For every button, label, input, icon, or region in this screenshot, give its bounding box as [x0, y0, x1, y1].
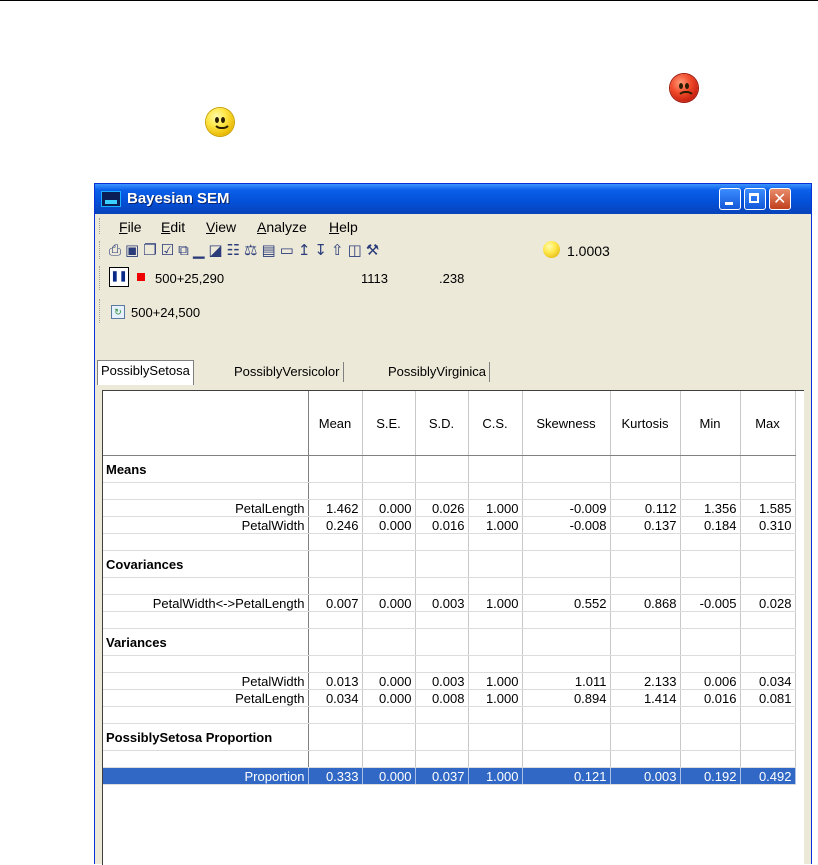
empty-cell: [740, 551, 795, 578]
empty-cell: [415, 724, 468, 751]
menu-bar: [95, 214, 811, 238]
value-cell: 0.000: [362, 690, 415, 707]
menu-grip: [99, 218, 103, 234]
column-header[interactable]: Mean: [308, 391, 362, 456]
column-header[interactable]: Skewness: [522, 391, 610, 456]
empty-cell: [740, 534, 795, 551]
empty-cell: [308, 612, 362, 629]
value-cell: 0.310: [740, 517, 795, 534]
close-icon: ✕: [773, 189, 787, 208]
print-icon[interactable]: ⎙: [109, 241, 126, 259]
empty-cell: [308, 551, 362, 578]
decrease-decimals-icon[interactable]: ↧: [314, 241, 331, 259]
value-cell: -0.009: [522, 500, 610, 517]
table-header-row: [103, 391, 795, 456]
table-row[interactable]: [103, 673, 795, 690]
empty-cell: [522, 707, 610, 724]
section-label: Covariances: [103, 551, 308, 578]
section-label: Variances: [103, 629, 308, 656]
value-cell: 0.026: [415, 500, 468, 517]
empty-cell: [740, 656, 795, 673]
value-cell: 0.000: [362, 500, 415, 517]
empty-cell: [362, 629, 415, 656]
empty-cell: [680, 578, 740, 595]
blank-cell: [103, 612, 308, 629]
empty-cell: [468, 629, 522, 656]
blank-cell: [103, 707, 308, 724]
empty-cell: [740, 707, 795, 724]
empty-cell: [610, 629, 680, 656]
copy-icon[interactable]: ❐: [143, 241, 161, 259]
empty-cell: [610, 751, 680, 768]
value-cell: 1.000: [468, 768, 522, 785]
acceptance-count: 1113: [361, 271, 388, 286]
empty-cell: [308, 724, 362, 751]
value-cell: 0.034: [740, 673, 795, 690]
tab-strip: [97, 360, 809, 384]
minimize-button[interactable]: [719, 188, 741, 210]
value-cell: 1.585: [740, 500, 795, 517]
empty-cell: [468, 656, 522, 673]
bayesian-sem-window: [94, 183, 812, 864]
row-label: PetalWidth: [103, 673, 308, 690]
row-label: PetalWidth<->PetalLength: [103, 595, 308, 612]
value-cell: 0.137: [610, 517, 680, 534]
column-header[interactable]: Max: [740, 391, 795, 456]
value-cell: 2.133: [610, 673, 680, 690]
window-title: Bayesian SEM: [127, 190, 230, 207]
blank-row[interactable]: [103, 483, 795, 500]
empty-cell: [415, 551, 468, 578]
value-cell: 0.003: [415, 595, 468, 612]
value-cell: 0.184: [680, 517, 740, 534]
blank-cell: [103, 578, 308, 595]
empty-cell: [415, 629, 468, 656]
value-cell: 1.000: [468, 673, 522, 690]
empty-cell: [362, 656, 415, 673]
empty-cell: [308, 751, 362, 768]
value-cell: 0.246: [308, 517, 362, 534]
value-cell: 1.000: [468, 690, 522, 707]
value-cell: 0.081: [740, 690, 795, 707]
increase-decimals-icon[interactable]: ↥: [297, 241, 315, 259]
empty-cell: [362, 724, 415, 751]
samples-count: 500+25,290: [155, 271, 225, 286]
value-cell: 0.016: [680, 690, 740, 707]
empty-cell: [610, 707, 680, 724]
section-row[interactable]: [103, 724, 795, 751]
run-status-bar: [95, 262, 811, 296]
empty-cell: [362, 751, 415, 768]
empty-cell: [362, 534, 415, 551]
blank-row[interactable]: [103, 707, 795, 724]
value-cell: 0.121: [522, 768, 610, 785]
empty-cell: [362, 551, 415, 578]
empty-cell: [522, 751, 610, 768]
value-cell: 0.016: [415, 517, 468, 534]
options-icon[interactable]: ☑: [160, 241, 179, 259]
iteration-bar: [95, 296, 811, 326]
blank-row[interactable]: [103, 534, 795, 551]
empty-cell: [308, 578, 362, 595]
value-cell: 0.007: [308, 595, 362, 612]
stop-button[interactable]: [137, 273, 145, 281]
table-icon[interactable]: ▤: [261, 241, 280, 259]
table-row[interactable]: [103, 595, 795, 612]
empty-cell: [680, 751, 740, 768]
empty-cell: [308, 707, 362, 724]
value-cell: 0.894: [522, 690, 610, 707]
value-cell: 0.333: [308, 768, 362, 785]
iter-grip: [99, 299, 103, 323]
toolbar: [95, 238, 811, 262]
column-header[interactable]: Min: [680, 391, 740, 456]
menu-analyze[interactable]: Analyze: [257, 219, 307, 235]
column-header[interactable]: Kurtosis: [610, 391, 680, 456]
empty-cell: [308, 456, 362, 483]
blank-row[interactable]: [103, 656, 795, 673]
empty-cell: [468, 483, 522, 500]
empty-cell: [468, 707, 522, 724]
table-row[interactable]: [103, 690, 795, 707]
convergence-statistic: 1.0003: [567, 243, 610, 259]
empty-cell: [362, 612, 415, 629]
empty-cell: [610, 551, 680, 578]
empty-cell: [415, 483, 468, 500]
print-preview-icon[interactable]: ▣: [125, 241, 144, 259]
empty-cell: [308, 629, 362, 656]
value-cell: 0.008: [415, 690, 468, 707]
empty-cell: [740, 612, 795, 629]
empty-cell: [522, 534, 610, 551]
row-label: PetalWidth: [103, 517, 308, 534]
empty-cell: [308, 656, 362, 673]
empty-cell: [522, 456, 610, 483]
empty-cell: [362, 578, 415, 595]
up-arrow-icon[interactable]: ⇧: [331, 241, 348, 259]
empty-cell: [740, 456, 795, 483]
value-cell: 0.112: [610, 500, 680, 517]
empty-cell: [468, 724, 522, 751]
refresh-icon[interactable]: ↻: [111, 305, 125, 319]
results-table: [103, 391, 796, 785]
section-row[interactable]: [103, 551, 795, 578]
sad-face-icon: [670, 74, 698, 102]
happy-face-icon: [206, 108, 234, 136]
blank-cell: [103, 483, 308, 500]
column-header[interactable]: S.E.: [362, 391, 415, 456]
value-cell: 1.462: [308, 500, 362, 517]
value-cell: 1.011: [522, 673, 610, 690]
toolbar-grip: [99, 241, 103, 259]
empty-cell: [468, 534, 522, 551]
app-icon: [101, 191, 121, 207]
empty-cell: [415, 456, 468, 483]
empty-cell: [680, 656, 740, 673]
value-cell: -0.008: [522, 517, 610, 534]
empty-cell: [522, 612, 610, 629]
row-label: PetalLength: [103, 690, 308, 707]
empty-cell: [522, 551, 610, 578]
value-cell: 0.013: [308, 673, 362, 690]
empty-cell: [522, 578, 610, 595]
empty-cell: [468, 456, 522, 483]
close-button[interactable]: [769, 188, 791, 210]
value-cell: 1.414: [610, 690, 680, 707]
section-row[interactable]: [103, 629, 795, 656]
empty-cell: [362, 707, 415, 724]
tab-possibly-setosa[interactable]: PossiblySetosa: [97, 360, 194, 385]
wrench-icon[interactable]: ⚒: [365, 241, 384, 259]
empty-cell: [522, 483, 610, 500]
blank-row[interactable]: [103, 578, 795, 595]
results-grid[interactable]: [102, 390, 804, 865]
value-cell: 1.000: [468, 517, 522, 534]
view-icon[interactable]: ▭: [279, 241, 298, 259]
blank-cell: [103, 656, 308, 673]
blank-cell: [103, 534, 308, 551]
empty-cell: [740, 483, 795, 500]
value-cell: 0.000: [362, 768, 415, 785]
value-cell: -0.005: [680, 595, 740, 612]
empty-cell: [468, 751, 522, 768]
menu-view[interactable]: View: [206, 219, 237, 235]
empty-cell: [308, 534, 362, 551]
value-cell: 0.552: [522, 595, 610, 612]
section-label: Means: [103, 456, 308, 483]
empty-cell: [308, 483, 362, 500]
empty-cell: [610, 656, 680, 673]
toolbar-icons[interactable]: [109, 241, 383, 259]
column-header[interactable]: S.D.: [415, 391, 468, 456]
empty-cell: [522, 629, 610, 656]
empty-cell: [468, 551, 522, 578]
value-cell: 0.028: [740, 595, 795, 612]
blank-row[interactable]: [103, 612, 795, 629]
row-label: PetalLength: [103, 500, 308, 517]
selected-table-row[interactable]: [103, 768, 795, 785]
value-cell: 0.037: [415, 768, 468, 785]
empty-cell: [362, 456, 415, 483]
iteration-count: 500+24,500: [131, 305, 201, 320]
value-cell: 1.000: [468, 595, 522, 612]
empty-cell: [610, 612, 680, 629]
empty-cell: [680, 551, 740, 578]
value-cell: 0.868: [610, 595, 680, 612]
column-header[interactable]: C.S.: [468, 391, 522, 456]
empty-cell: [415, 612, 468, 629]
balance-icon[interactable]: ⚖: [244, 241, 262, 259]
trace-icon[interactable]: ☷: [226, 241, 245, 259]
empty-cell: [468, 578, 522, 595]
empty-cell: [610, 724, 680, 751]
value-cell: 0.000: [362, 595, 415, 612]
empty-cell: [680, 629, 740, 656]
empty-cell: [610, 534, 680, 551]
section-row[interactable]: [103, 456, 795, 483]
pause-button[interactable]: ❚❚: [109, 267, 129, 287]
table-row[interactable]: [103, 517, 795, 534]
posterior-icon[interactable]: ▁: [192, 241, 209, 259]
section-label: PossiblySetosa Proportion: [103, 724, 308, 751]
value-cell: 0.192: [680, 768, 740, 785]
autocorrelation-icon[interactable]: ◪: [208, 241, 227, 259]
empty-cell: [522, 656, 610, 673]
blank-row[interactable]: [103, 751, 795, 768]
empty-cell: [680, 534, 740, 551]
menu-help[interactable]: Help: [329, 219, 358, 235]
acceptance-rate: .238: [439, 271, 465, 286]
page-top-rule: [0, 0, 818, 1]
empty-cell: [468, 612, 522, 629]
tab-possibly-virginica[interactable]: PossiblyVirginica: [385, 362, 490, 382]
empty-cell: [415, 751, 468, 768]
maximize-button[interactable]: [744, 188, 766, 210]
value-cell: 0.003: [415, 673, 468, 690]
menu-edit[interactable]: Edit: [161, 219, 186, 235]
menu-file[interactable]: File: [119, 219, 142, 235]
empty-cell: [610, 456, 680, 483]
empty-cell: [740, 724, 795, 751]
value-cell: 0.006: [680, 673, 740, 690]
empty-cell: [680, 483, 740, 500]
value-cell: 0.000: [362, 517, 415, 534]
value-cell: 0.034: [308, 690, 362, 707]
empty-cell: [680, 456, 740, 483]
tab-possibly-versicolor[interactable]: PossiblyVersicolor: [231, 362, 344, 382]
empty-cell: [740, 751, 795, 768]
empty-cell: [680, 724, 740, 751]
empty-cell: [362, 483, 415, 500]
smiley-icon[interactable]: [543, 241, 560, 258]
empty-cell: [740, 578, 795, 595]
empty-cell: [740, 629, 795, 656]
value-cell: 1.356: [680, 500, 740, 517]
run-grip: [99, 266, 103, 290]
empty-cell: [415, 578, 468, 595]
header-corner-cell: [103, 391, 308, 456]
value-cell: 0.003: [610, 768, 680, 785]
empty-cell: [415, 534, 468, 551]
clipboard-icon[interactable]: ⧉: [178, 241, 193, 259]
row-label: Proportion: [103, 768, 308, 785]
value-cell: 1.000: [468, 500, 522, 517]
empty-cell: [522, 724, 610, 751]
empty-cell: [680, 707, 740, 724]
value-cell: 0.492: [740, 768, 795, 785]
title-bar[interactable]: [95, 184, 811, 214]
value-cell: 0.000: [362, 673, 415, 690]
empty-cell: [610, 483, 680, 500]
empty-cell: [680, 612, 740, 629]
table-row[interactable]: [103, 500, 795, 517]
empty-cell: [415, 656, 468, 673]
book-icon[interactable]: ◫: [347, 241, 366, 259]
blank-cell: [103, 751, 308, 768]
empty-cell: [610, 578, 680, 595]
empty-cell: [415, 707, 468, 724]
